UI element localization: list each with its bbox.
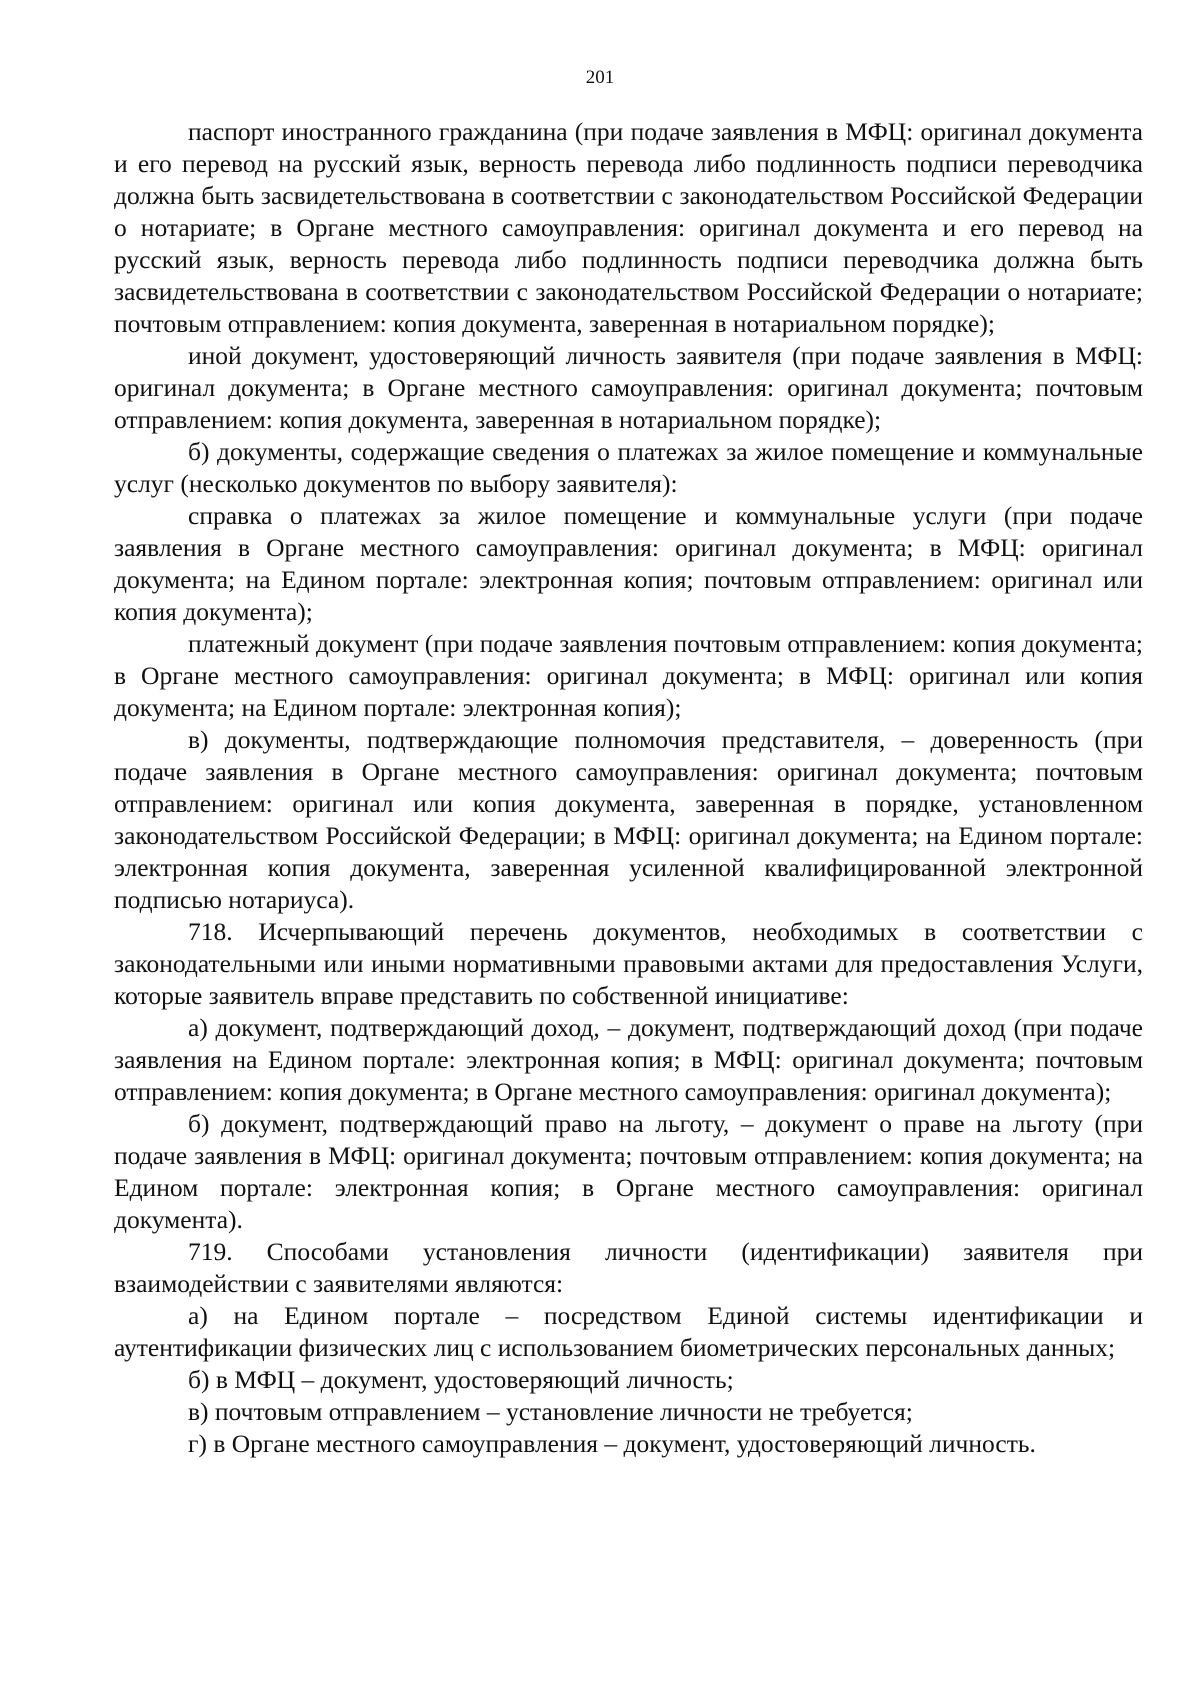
paragraph-a-unified-portal: а) на Едином портале – посредством Единой системы идентификации и аутентификации физических лиц с использованием биометрических персональных данных;	[114, 1301, 1143, 1362]
paragraph-719-identification-methods: 719. Способами установления личности (идентификации) заявителя при взаимодействии с заявителями являются:	[114, 1237, 1143, 1298]
paragraph-other-id-document: иной документ, удостоверяющий личность заявителя (при подаче заявления в МФЦ: оригинал документа; в Органе местного самоуправления: оригинал документа; почтовым отправлением: копия документа, заверенная в нотариальном порядке);	[114, 341, 1143, 434]
paragraph-v-postal: в) почтовым отправлением – установление личности не требуется;	[188, 1397, 913, 1426]
paragraph-payment-certificate: справка о платежах за жилое помещение и коммунальные услуги (при подаче заявления в Органе местного самоуправления: оригинал документа; в МФЦ: оригинал документа; на Едином портале: электронная копия; почтовым отправлением: оригинал или копия документа);	[114, 501, 1143, 626]
paragraph-b-payment-documents: б) документы, содержащие сведения о платежах за жилое помещение и коммунальные услуг (несколько документов по выбору заявителя):	[114, 437, 1143, 498]
paragraph-b-mfc: б) в МФЦ – документ, удостоверяющий личность;	[188, 1365, 734, 1394]
document-body	[114, 116, 1143, 1460]
page-number: 201	[585, 67, 615, 88]
paragraph-a-income-document: а) документ, подтверждающий доход, – документ, подтверждающий доход (при подаче заявления на Едином портале: электронная копия; в МФЦ: оригинал документа; почтовым отправлением: копия документа; в Органе местного самоуправления: оригинал документа);	[114, 1013, 1143, 1106]
paragraph-b-benefit-document: б) документ, подтверждающий право на льготу, – документ о праве на льготу (при подаче заявления в МФЦ: оригинал документа; почтовым отправлением: копия документа; на Едином портале: электронная копия; в Органе местного самоуправления: оригинал документа).	[114, 1109, 1143, 1234]
paragraph-g-local-government: г) в Органе местного самоуправления – документ, удостоверяющий личность.	[188, 1429, 1036, 1458]
paragraph-payment-document: платежный документ (при подаче заявления почтовым отправлением: копия документа; в Органе местного самоуправления: оригинал документа; в МФЦ: оригинал или копия документа; на Едином портале: электронная копия);	[114, 629, 1143, 722]
paragraph-v-representative-authority: в) документы, подтверждающие полномочия представителя, – доверенность (при подаче заявления в Органе местного самоуправления: оригинал документа; почтовым отправлением: оригинал или копия документа, заверенная в порядке, установленном законодательством Российской Федерации; в МФЦ: оригинал документа; на Едином портале: электронная копия документа, заверенная усиленной квалифицированной электронной подписью нотариуса).	[114, 725, 1143, 914]
paragraph-718-exhaustive-list: 718. Исчерпывающий перечень документов, необходимых в соответствии с законодательными или иными нормативными правовыми актами для предоставления Услуги, которые заявитель вправе представить по собственной инициативе:	[114, 917, 1143, 1010]
paragraph-foreign-passport: паспорт иностранного гражданина (при подаче заявления в МФЦ: оригинал документа и его перевод на русский язык, верность перевода либо подлинность подписи переводчика должна быть засвидетельствована в соответствии с законодательством Российской Федерации о нотариате; в Органе местного самоуправления: оригинал документа и его перевод на русский язык, верность перевода либо подлинность подписи переводчика должна быть засвидетельствована в соответствии с законодательством Российской Федерации о нотариате; почтовым отправлением: копия документа, заверенная в нотариальном порядке);	[114, 117, 1143, 338]
